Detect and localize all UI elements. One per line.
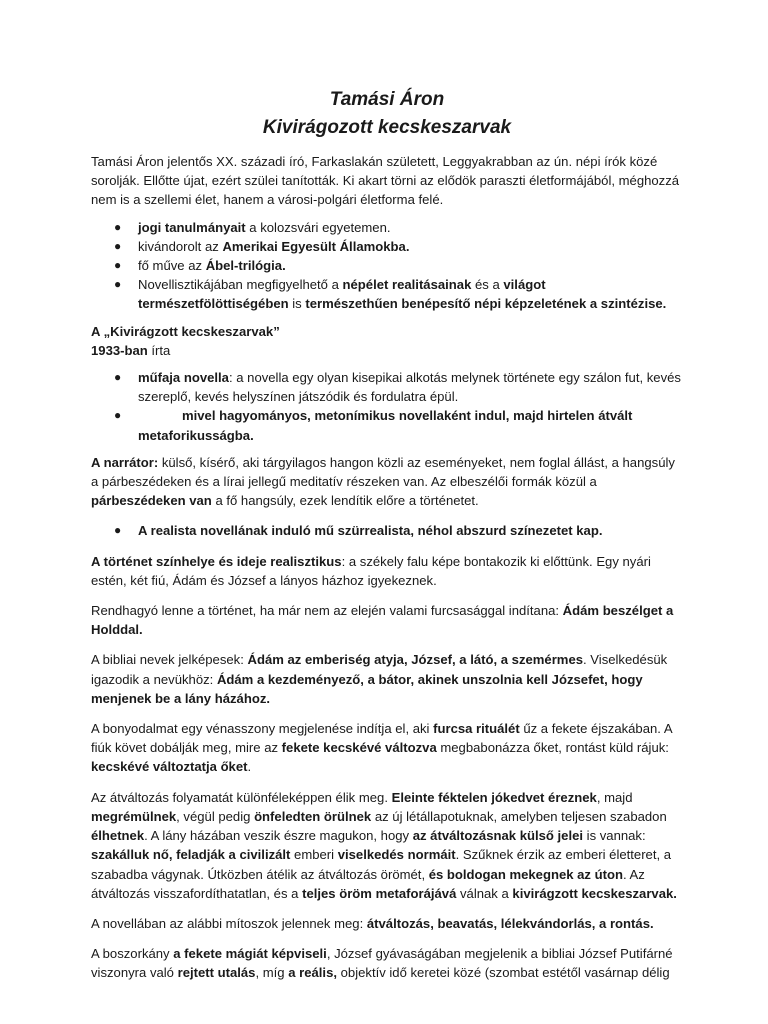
text-run: : a székely falu képe bontakozik ki előttünk. Egy nyári estén, két fiú, Ádám és József a lányos házhoz igyekeznek.	[91, 553, 651, 588]
bold-text-run: A realista novellának induló mű szürrealista, néhol abszurd színezetet kap.	[138, 523, 603, 539]
intro-paragraph	[91, 152, 683, 210]
narrator-paragraph	[91, 453, 683, 511]
bullet-icon: ●	[114, 258, 122, 273]
body-paragraph	[91, 914, 683, 933]
text-run: a kolozsvári egyetemen.	[245, 219, 391, 235]
year-line	[91, 341, 683, 360]
bold-text-run: az átváltozásnak külső jelei	[412, 828, 584, 844]
text-run: , József gyávaságában megjelenik a bibliai József Putifárné viszonyra való	[91, 946, 673, 981]
bullet-icon: ●	[114, 523, 122, 538]
text-run: válnak a	[456, 885, 513, 901]
bold-text-run: jogi tanulmányait	[138, 219, 246, 235]
text-run: : a novella egy olyan kisepikai alkotás melynek története egy szálon fut, kevés szereplő, kevés helyszínen játszódik és fordulatra épül.	[138, 370, 681, 405]
document-body	[91, 86, 683, 994]
bold-text-run: átváltozás, beavatás, lélekvándorlás, a rontás.	[366, 915, 654, 931]
body-paragraph	[91, 788, 683, 903]
text-run: , míg	[255, 965, 289, 981]
bold-text-run: Eleinte féktelen jókedvet éreznek	[391, 789, 597, 805]
text-run: és a	[471, 277, 504, 293]
text-run: emberi	[290, 847, 338, 863]
bold-text-run: rejtett utalás	[177, 965, 256, 981]
text-run: . Az átváltozás visszafordíthatatlan, és a	[91, 866, 645, 901]
bold-text-run: kecskévé változtatja őket	[91, 759, 248, 775]
work-title: Kivirágozott kecskeszarvak	[262, 117, 512, 138]
text-run: Az átváltozás folyamatát különféleképpen élik meg.	[91, 789, 392, 805]
bold-text-run: műfaja novella	[138, 370, 229, 386]
bold-text-run: A narrátor:	[91, 454, 159, 470]
bullet-icon: ●	[114, 238, 122, 253]
text-run: , végül pedig	[176, 808, 255, 824]
bold-text-run: a reális,	[288, 965, 337, 981]
text-run: Tamási Áron jelentős XX. századi író, Farkaslakán született, Leggyakrabban az ún. népi írók közé sorolják. Ellőtte újat, ezért szülei tanították. Ki akart törni az elődök paraszti életformájából, méghozzá nem is a szellemi élet, hanem a városi-polgári életforma felé.	[91, 154, 680, 208]
text-run: A novellában az alábbi mítoszok jelennek meg:	[91, 915, 367, 931]
bold-text-run: furcsa rituálét	[433, 721, 520, 737]
text-run: az új létállapotuknak, amelyben teljesen szabadon	[371, 808, 667, 824]
body-paragraphs	[91, 552, 683, 983]
text-run: is vannak:	[583, 828, 646, 844]
body-paragraph	[91, 650, 683, 708]
body-paragraph	[91, 944, 683, 982]
text-run: Rendhagyó lenne a történet, ha már nem az elején valami furcsasággal indítana:	[91, 603, 563, 619]
text-run: , majd	[596, 789, 633, 805]
text-run: .	[247, 759, 252, 775]
text-run: . Viselkedésük igazodik a nevükhöz:	[91, 652, 668, 687]
bold-text-run: természethűen benépesítő népi képzeletének a szintézise.	[305, 296, 667, 312]
bullet-icon: ●	[114, 408, 122, 423]
text-run: objektív idő keretei közé (szombat estétől vasárnap délig	[337, 965, 670, 981]
title-block	[91, 86, 683, 142]
text-run: A bibliai nevek jelképesek:	[91, 652, 248, 668]
bio-list	[91, 218, 683, 314]
bold-text-run: Ádám a kezdeményező, a bátor, akinek unszolnia kell Józsefet, hogy menjenek be a lány házához.	[91, 671, 643, 706]
bold-text-run: kivirágzott kecskeszarvak.	[512, 885, 677, 901]
bullet-icon: ●	[114, 277, 122, 292]
bold-text-run: viselkedés normáit	[337, 847, 456, 863]
text-run: Novellisztikájában megfigyelhető a	[138, 277, 343, 293]
list-item	[91, 275, 683, 313]
list-item	[91, 521, 683, 540]
bold-text-run: Ádám az emberiség atyja, József, a látó, a szemérmes	[247, 652, 584, 668]
text-run: . A lány házában veszik észre magukon, hogy	[144, 828, 413, 844]
list-item	[91, 368, 683, 406]
list-item	[91, 237, 683, 256]
bold-text-run: élhetnek	[91, 828, 145, 844]
text-run: A bonyodalmat egy vénasszony megjelenése indítja el, aki	[91, 721, 434, 737]
bold-text-run: Ábel-trilógia.	[205, 258, 286, 274]
text-run: A boszorkány	[91, 946, 174, 962]
bold-text-run: világot természetfölöttiségében	[138, 277, 546, 312]
bold-text-run: szakálluk nő, feladják a civilizált	[91, 847, 291, 863]
body-paragraph	[91, 719, 683, 777]
bold-text-run: Amerikai Egyesült Államokba.	[222, 238, 410, 254]
bold-text-run: a fekete mágiát képviseli	[173, 946, 327, 962]
bold-text-run: népélet realitásainak	[342, 277, 472, 293]
genre-list	[91, 368, 683, 445]
bold-text-run: A történet színhelye és ideje realisztikus	[91, 553, 342, 569]
text-run: is	[288, 296, 306, 312]
bold-text-run: teljes öröm metaforájává	[302, 885, 457, 901]
text-run: fő műve az	[138, 258, 206, 274]
bold-text-run: Ádám beszélget a Holddal.	[91, 603, 674, 638]
realism-list	[91, 521, 683, 540]
text-run: . Szűknek érzik az emberi életteret, a szabadba vágynak. Útközben átélik az átváltozás örömét,	[91, 847, 672, 882]
bold-text-run: megrémülnek	[91, 808, 177, 824]
text-run: külső, kísérő, aki tárgyilagos hangon közli az eseményeket, nem foglal állást, a hangsúly a párbeszédeken és a lírai jellegű meditatív részeken van. Az elbeszélői formák közül a	[91, 454, 675, 490]
bold-text-run: párbeszédeken van	[91, 493, 212, 509]
bold-text-run: 1933-ban	[91, 342, 148, 358]
author-title: Tamási Áron	[329, 89, 445, 110]
bullet-icon: ●	[114, 219, 122, 234]
section-heading: A „Kivirágzott kecskeszarvak”	[91, 323, 280, 339]
bold-text-run: és boldogan mekegnek az úton	[428, 866, 623, 882]
list-item	[91, 218, 683, 237]
text-run: írta	[147, 342, 171, 358]
list-item	[91, 256, 683, 275]
text-run: megbabonázza őket, rontást küld rájuk:	[436, 740, 669, 756]
bullet-icon: ●	[114, 370, 122, 385]
body-paragraph	[91, 552, 683, 590]
bold-text-run: önfeledten örülnek	[254, 808, 372, 824]
text-run: űz a fekete éjszakában. A fiúk követ dobálják meg, mire az	[91, 721, 672, 756]
bold-text-run: fekete kecskévé változva	[281, 740, 437, 756]
list-item	[91, 406, 683, 444]
bold-text-run: mivel hagyományos, metonímikus novellaként indul, majd hirtelen átvált metaforikusságba.	[138, 408, 633, 443]
text-run: kivándorolt az	[138, 238, 223, 254]
text-run: a fő hangsúly, ezek lendítik előre a történetet.	[211, 493, 479, 509]
body-paragraph	[91, 601, 683, 639]
